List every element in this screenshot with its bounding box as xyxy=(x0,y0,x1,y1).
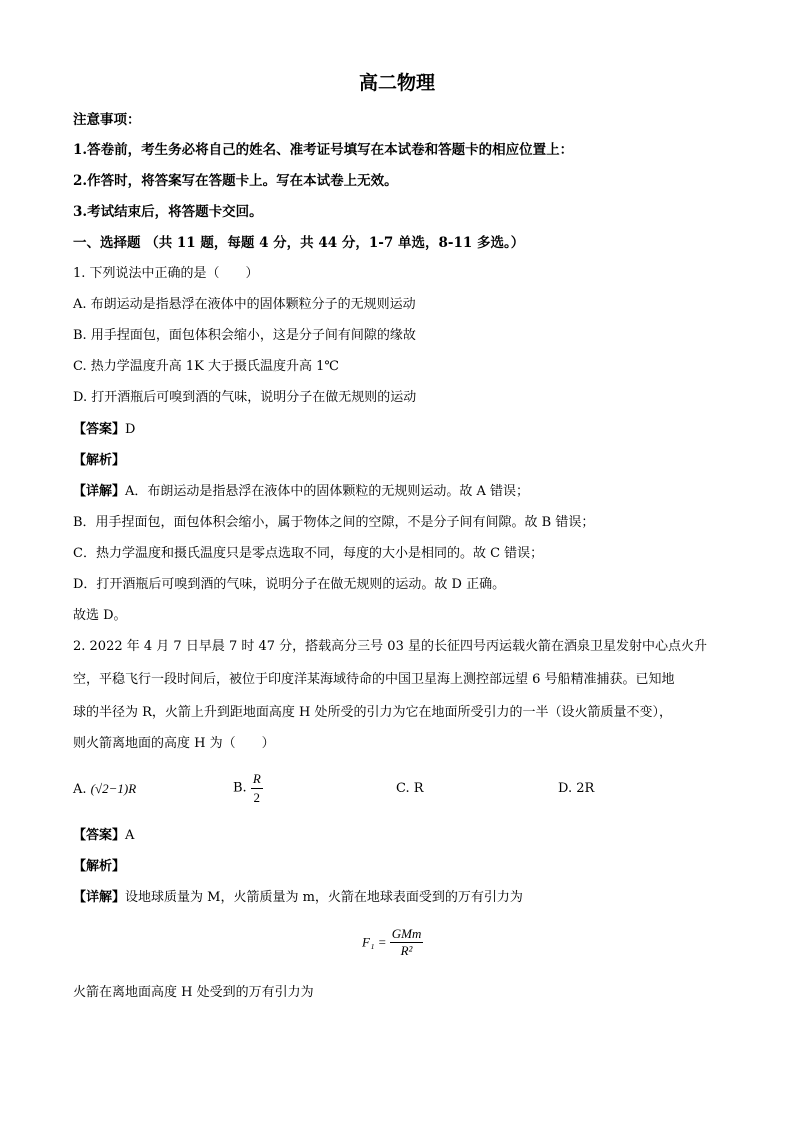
analysis-tag: 【解析】 xyxy=(73,453,126,468)
q1-answer xyxy=(73,421,135,439)
page-title: 高二物理 xyxy=(358,72,435,94)
option-b-fraction xyxy=(251,770,263,807)
formula-lhs: F₁ = xyxy=(362,934,387,950)
q2-stem-line-1: 2. 2022 年 4 月 7 日早晨 7 时 47 分，搭载高分三号 03 星的长征四号丙运载火箭在酒泉卫星发射中心点火升 xyxy=(73,639,707,654)
detail-tag: 【详解】 xyxy=(73,484,126,499)
answer-value: D xyxy=(125,422,136,437)
q1-detail-b: B．用手捏面包，面包体积会缩小，属于物体之间的空隙，不是分子间有间隙。故 B 错误； xyxy=(73,515,595,530)
formula-fraction xyxy=(390,926,424,959)
q1-analysis-tag xyxy=(73,452,125,470)
option-a-label: A. xyxy=(73,782,87,797)
q1-option-c: C. 热力学温度升高 1K 大于摄氏温度升高 1℃ xyxy=(73,359,339,374)
q2-stem-line-2: 空，平稳飞行一段时间后，被位于印度洋某海域待命的中国卫星海上测控部远望 6 号船精准捕获。已知地 xyxy=(73,672,675,687)
gravity-formula xyxy=(362,926,423,959)
q1-option-b: B. 用手捏面包，面包体积会缩小，这是分子间有间隙的缘故 xyxy=(73,328,416,343)
q2-option-c: C. R xyxy=(396,781,424,796)
detail-text: A．布朗运动是指悬浮在液体中的固体颗粒的无规则运动。故 A 错误； xyxy=(125,484,530,499)
option-b-label: B. xyxy=(233,780,247,796)
option-a-expression: (√2−1)R xyxy=(90,781,137,796)
q1-option-a: A. 布朗运动是指悬浮在液体中的固体颗粒分子的无规则运动 xyxy=(73,297,416,312)
q2-answer xyxy=(73,827,134,845)
q2-stem-line-3: 球的半径为 R，火箭上升到距地面高度 H 处所受的引力为它在地面所受引力的一半（设火箭质量不变）， xyxy=(73,705,673,720)
notice-heading: 注意事项： xyxy=(73,112,141,128)
formula-denominator: R² xyxy=(390,942,424,959)
fraction-numerator: R xyxy=(252,771,261,786)
q1-stem: 1. 下列说法中正确的是（ ） xyxy=(73,266,259,281)
q1-conclusion: 故选 D。 xyxy=(73,608,127,623)
q1-detail-c: C．热力学温度和摄氏温度只是零点选取不同，每度的大小是相同的。故 C 错误； xyxy=(73,546,544,561)
q1-option-d: D. 打开酒瓶后可嗅到酒的气味，说明分子在做无规则的运动 xyxy=(73,390,417,405)
notice-item-1: 1.答卷前，考生务必将自己的姓名、准考证号填写在本试卷和答题卡的相应位置上： xyxy=(73,142,574,158)
q1-detail-a xyxy=(73,483,529,501)
answer-tag: 【答案】 xyxy=(73,828,126,843)
detail-text: 设地球质量为 M，火箭质量为 m，火箭在地球表面受到的万有引力为 xyxy=(125,890,523,905)
q2-analysis-tag xyxy=(73,858,125,876)
fraction-denominator: 2 xyxy=(251,788,263,807)
analysis-tag: 【解析】 xyxy=(73,859,126,874)
q1-detail-d: D．打开酒瓶后可嗅到酒的气味，说明分子在做无规则的运动。故 D 正确。 xyxy=(73,577,506,592)
detail-tag: 【详解】 xyxy=(73,890,126,905)
q2-option-a xyxy=(73,780,136,799)
q2-option-b xyxy=(233,770,263,807)
section-heading: 一、选择题 （共 11 题，每题 4 分，共 44 分，1-7 单选，8-11 多选。） xyxy=(73,235,525,251)
notice-item-3: 3.考试结束后，将答题卡交回。 xyxy=(73,204,263,220)
q2-detail xyxy=(73,889,523,907)
q2-stem-line-4: 则火箭离地面的高度 H 为（ ） xyxy=(73,736,275,751)
answer-tag: 【答案】 xyxy=(73,422,126,437)
answer-value: A xyxy=(125,828,135,843)
q2-option-d: D. 2R xyxy=(558,781,595,796)
formula-numerator: GMm xyxy=(391,926,422,941)
q2-after-text: 火箭在离地面高度 H 处受到的万有引力为 xyxy=(73,985,314,1000)
notice-item-2: 2.作答时，将答案写在答题卡上。写在本试卷上无效。 xyxy=(73,173,398,189)
